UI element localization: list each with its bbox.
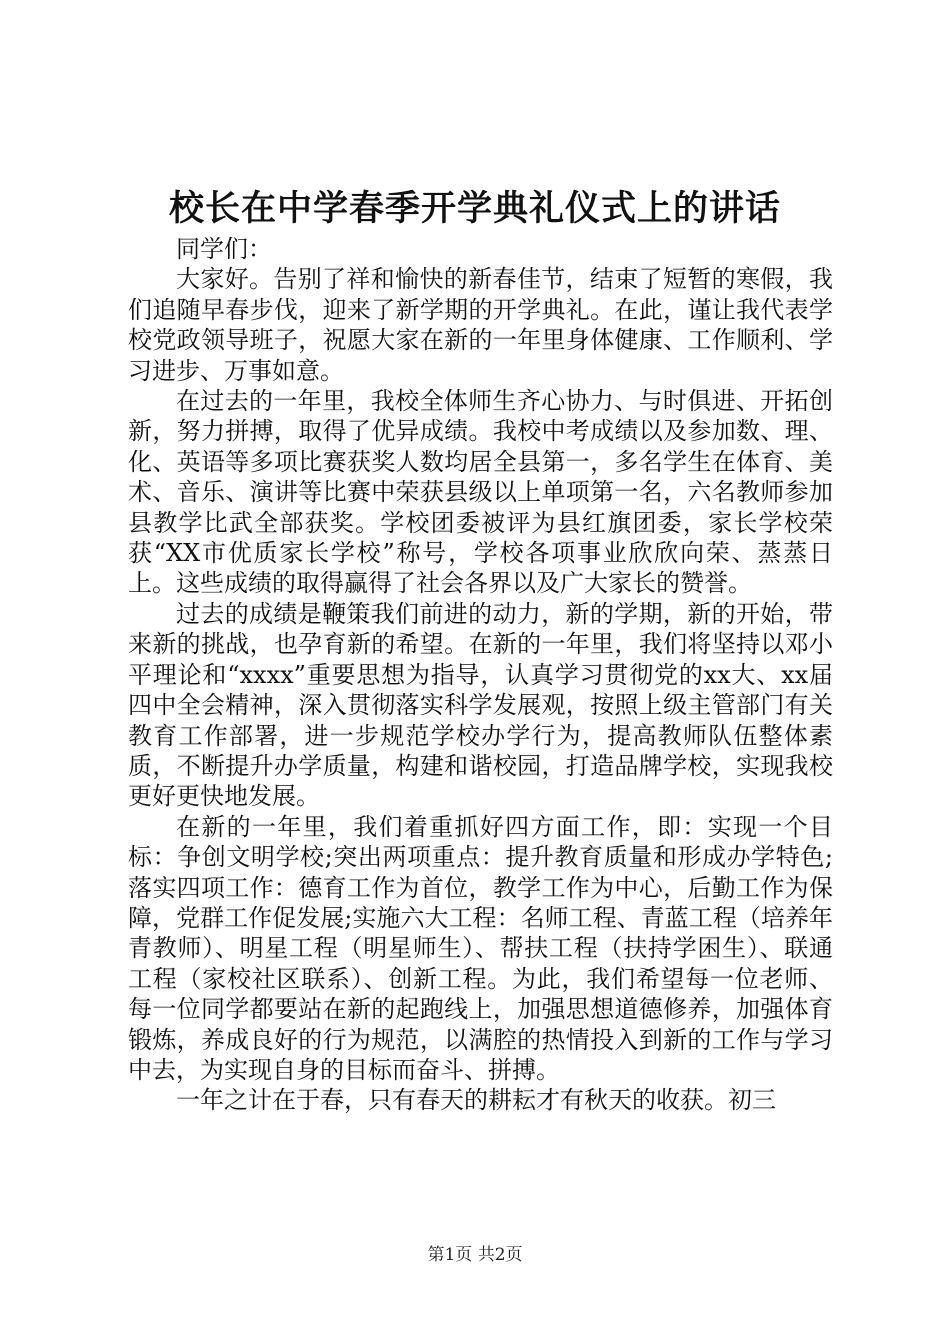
paragraph-achievements: 在过去的一年里，我校全体师生齐心协力、与时俱进、开拓创新，努力拼搏，取得了优异成绩。我校中考成绩以及参加数、理、化、英语等多项比赛获奖人数均居全县第一，多名学生在体育、美术、音乐、演讲等比赛中荣获县级以上单项第一名，六名教师参加县教学比武全部获奖。学校团委被评为县红旗团委，家长学校荣获“XX市优质家长学校”称号，学校各项事业欣欣向荣、蒸蒸日上。这些成绩的取得赢得了社会各界以及广大家长的赞誉。 [128,387,833,598]
document-title: 校长在中学春季开学典礼仪式上的讲话 [168,188,781,229]
document-body [128,234,833,1116]
paragraph-work-plan: 在新的一年里，我们着重抓好四方面工作，即：实现一个目标：争创文明学校;突出两项重点：提升教育质量和形成办学特色;落实四项工作：德育工作为首位，教学工作为中心，后勤工作为保障，党群工作促发展;实施六大工程：名师工程、青蓝工程（培养年青教师）、明星工程（明星师生）、帮扶工程（扶持学困生）、联通工程（家校社区联系）、创新工程。为此，我们希望每一位老师、每一位同学都要站在新的起跑线上，加强思想道德修养，加强体育锻炼，养成良好的行为规范，以满腔的热情投入到新的工作与学习中去，为实现自身的目标而奋斗、拼搏。 [128,812,833,1084]
page-number-footer: 第1页 共2页 [427,1245,523,1265]
paragraph-greeting: 大家好。告别了祥和愉快的新春佳节，结束了短暂的寒假，我们追随早春步伐，迎来了新学期的开学典礼。在此，谨让我代表学校党政领导班子，祝愿大家在新的一年里身体健康、工作顺利、学习进步、万事如意。 [128,265,833,385]
salutation: 同学们： [176,235,272,263]
paragraph-spring: 一年之计在于春，只有春天的耕耘才有秋天的收获。初三 [176,1086,776,1115]
paragraph-new-semester: 过去的成绩是鞭策我们前进的动力，新的学期，新的开始，带来新的挑战，也孕育新的希望。在新的一年里，我们将坚持以邓小平理论和“xxxx”重要思想为指导，认真学习贯彻党的xx大、xx届四中全会精神，深入贯彻落实科学发展观，按照上级主管部门有关教育工作部署，进一步规范学校办学行为，提高教师队伍整体素质，不断提升办学质量，构建和谐校园，打造品牌学校，实现我校更好更快地发展。 [128,599,833,811]
